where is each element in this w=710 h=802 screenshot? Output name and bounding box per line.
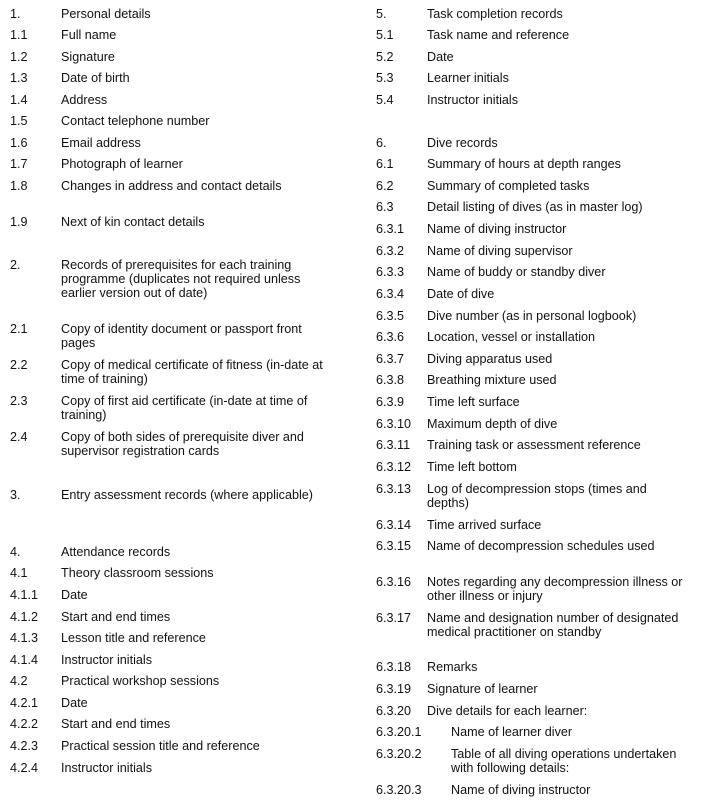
item-text: Maximum depth of dive [427,417,558,431]
list-item [0,717,330,731]
item-text: Notes regarding any decompression illness or other illness or injury [427,575,683,604]
item-number: 6.3.20.3 [376,783,422,797]
list-item [0,566,330,580]
item-number: 6. [376,136,387,150]
item-text: Location, vessel or installation [427,330,596,344]
item-text: Time arrived surface [427,518,542,532]
item-number: 4.1.3 [10,631,39,645]
item-text: Copy of identity document or passport front pages [61,322,302,351]
list-item [0,696,330,710]
item-number: 4.2 [10,674,28,688]
item-text: Summary of completed tasks [427,179,590,193]
item-text: Task name and reference [427,28,570,42]
list-item [0,114,330,128]
item-text: Attendance records [61,545,171,559]
item-number: 4.1 [10,566,28,580]
list-item [0,674,330,688]
list-item [376,373,706,387]
item-text: Date [427,50,454,64]
item-number: 3. [10,488,21,502]
item-number: 6.3.16 [376,575,412,589]
item-number: 6.3.7 [376,352,405,366]
item-text: Signature [61,50,115,64]
list-item [376,395,706,409]
item-text: Date [61,588,88,602]
list-item [376,222,706,236]
item-text: Name of decompression schedules used [427,539,655,553]
item-text: Remarks [427,660,478,674]
item-text: Instructor initials [427,93,518,107]
item-number: 2.1 [10,322,28,336]
item-number: 6.3.17 [376,611,412,625]
list-item [376,725,706,739]
item-number: 5.4 [376,93,394,107]
item-text: Name of diving supervisor [427,244,573,258]
item-number: 1.8 [10,179,28,193]
item-number: 6.3.1 [376,222,405,236]
item-number: 4.1.2 [10,610,39,624]
list-item [376,157,706,171]
item-number: 1.9 [10,215,28,229]
list-item [0,71,330,85]
list-item [376,460,706,474]
item-text: Time left surface [427,395,520,409]
list-item [0,430,330,458]
item-text: Log of decompression stops (times and depths) [427,482,647,511]
item-number: 1.5 [10,114,28,128]
item-number: 6.3.6 [376,330,405,344]
list-item [376,309,706,323]
list-item [0,358,330,386]
list-item [376,93,706,107]
item-number: 6.1 [376,157,394,171]
list-item [376,244,706,258]
list-item [376,704,706,718]
item-text: Detail listing of dives (as in master log) [427,200,643,214]
list-item [376,660,706,674]
item-number: 6.3.11 [376,438,411,452]
item-text: Dive details for each learner: [427,704,588,718]
item-text: Changes in address and contact details [61,179,282,193]
list-item [376,28,706,42]
item-number: 6.3.2 [376,244,405,258]
item-text: Dive records [427,136,498,150]
item-number: 5. [376,7,387,21]
item-number: 1. [10,7,21,21]
item-text: Next of kin contact details [61,215,205,229]
item-text: Full name [61,28,117,42]
item-number: 4.1.4 [10,653,39,667]
list-item [376,518,706,532]
list-item [376,136,706,150]
item-number: 1.7 [10,157,28,171]
item-number: 4.2.4 [10,761,39,775]
item-text: Breathing mixture used [427,373,557,387]
item-text: Copy of medical certificate of fitness (in-date at time of training) [61,358,323,387]
list-item [0,179,330,193]
item-text: Start and end times [61,717,171,731]
item-text: Name of diving instructor [451,783,591,797]
item-number: 6.3.10 [376,417,412,431]
list-item [0,394,330,422]
item-number: 1.3 [10,71,28,85]
item-number: 5.3 [376,71,394,85]
item-text: Contact telephone number [61,114,210,128]
item-number: 4.2.3 [10,739,39,753]
list-item [376,352,706,366]
item-number: 6.3.13 [376,482,412,496]
list-item [0,136,330,150]
item-text: Name of buddy or standby diver [427,265,606,279]
item-text: Email address [61,136,141,150]
item-text: Instructor initials [61,653,152,667]
list-item [376,539,706,553]
list-item [376,682,706,696]
list-item [0,258,330,301]
item-text: Lesson title and reference [61,631,206,645]
item-number: 6.3.20 [376,704,412,718]
list-item [0,7,330,21]
item-number: 4.2.1 [10,696,39,710]
item-number: 4. [10,545,21,559]
item-text: Name of learner diver [451,725,573,739]
item-number: 1.2 [10,50,28,64]
item-number: 2. [10,258,21,272]
list-item [0,215,330,229]
item-text: Name of diving instructor [427,222,567,236]
item-number: 6.3.12 [376,460,412,474]
list-item [0,739,330,753]
item-number: 4.1.1 [10,588,39,602]
list-item [376,179,706,193]
item-text: Learner initials [427,71,509,85]
item-text: Personal details [61,7,151,21]
list-item [376,287,706,301]
item-number: 2.4 [10,430,28,444]
list-item [376,747,706,775]
item-text: Address [61,93,108,107]
item-number: 6.3.18 [376,660,412,674]
item-number: 6.3.19 [376,682,412,696]
list-item [0,631,330,645]
item-text: Practical workshop sessions [61,674,220,688]
list-item [0,157,330,171]
item-text: Task completion records [427,7,563,21]
list-item [0,610,330,624]
item-text: Entry assessment records (where applicable) [61,488,313,502]
item-text: Photograph of learner [61,157,183,171]
item-text: Copy of first aid certificate (in-date at time of training) [61,394,308,423]
item-number: 4.2.2 [10,717,39,731]
list-item [0,28,330,42]
list-item [376,50,706,64]
list-item [0,50,330,64]
item-text: Training task or assessment reference [427,438,641,452]
item-number: 1.1 [10,28,28,42]
list-item [0,761,330,775]
item-text: Theory classroom sessions [61,566,214,580]
item-number: 1.4 [10,93,28,107]
item-number: 6.3.20.2 [376,747,422,761]
item-text: Practical session title and reference [61,739,260,753]
item-text: Date of dive [427,287,495,301]
item-number: 6.3.8 [376,373,405,387]
list-item [376,575,706,603]
item-number: 5.1 [376,28,394,42]
item-text: Diving apparatus used [427,352,553,366]
item-text: Start and end times [61,610,171,624]
item-text: Dive number (as in personal logbook) [427,309,637,323]
list-item [376,200,706,214]
item-text: Table of all diving operations undertaken with following details: [451,747,677,776]
list-item [376,417,706,431]
list-item [376,783,706,797]
list-item [0,488,330,502]
list-item [0,588,330,602]
item-text: Name and designation number of designated medical practitioner on standby [427,611,679,640]
list-item [376,482,706,510]
item-number: 1.6 [10,136,28,150]
item-number: 6.3.9 [376,395,405,409]
item-number: 6.3.3 [376,265,405,279]
item-number: 6.3.5 [376,309,405,323]
list-item [0,322,330,350]
list-item [0,653,330,667]
item-text: Instructor initials [61,761,152,775]
list-item [376,438,706,452]
item-number: 6.3.20.1 [376,725,422,739]
item-number: 6.2 [376,179,394,193]
item-text: Date of birth [61,71,130,85]
list-item [376,611,706,639]
list-item [376,265,706,279]
item-number: 6.3.15 [376,539,412,553]
list-item [376,330,706,344]
list-item [376,71,706,85]
item-number: 6.3.14 [376,518,412,532]
item-number: 2.2 [10,358,28,372]
list-item [0,93,330,107]
item-text: Signature of learner [427,682,538,696]
item-number: 6.3 [376,200,394,214]
item-text: Time left bottom [427,460,517,474]
item-text: Date [61,696,88,710]
item-number: 5.2 [376,50,394,64]
list-item [376,7,706,21]
item-number: 6.3.4 [376,287,405,301]
item-text: Records of prerequisites for each training programme (duplicates not required unless earlier version out of date) [61,258,301,301]
list-item [0,545,330,559]
item-text: Copy of both sides of prerequisite diver and supervisor registration cards [61,430,304,459]
item-text: Summary of hours at depth ranges [427,157,621,171]
item-number: 2.3 [10,394,28,408]
